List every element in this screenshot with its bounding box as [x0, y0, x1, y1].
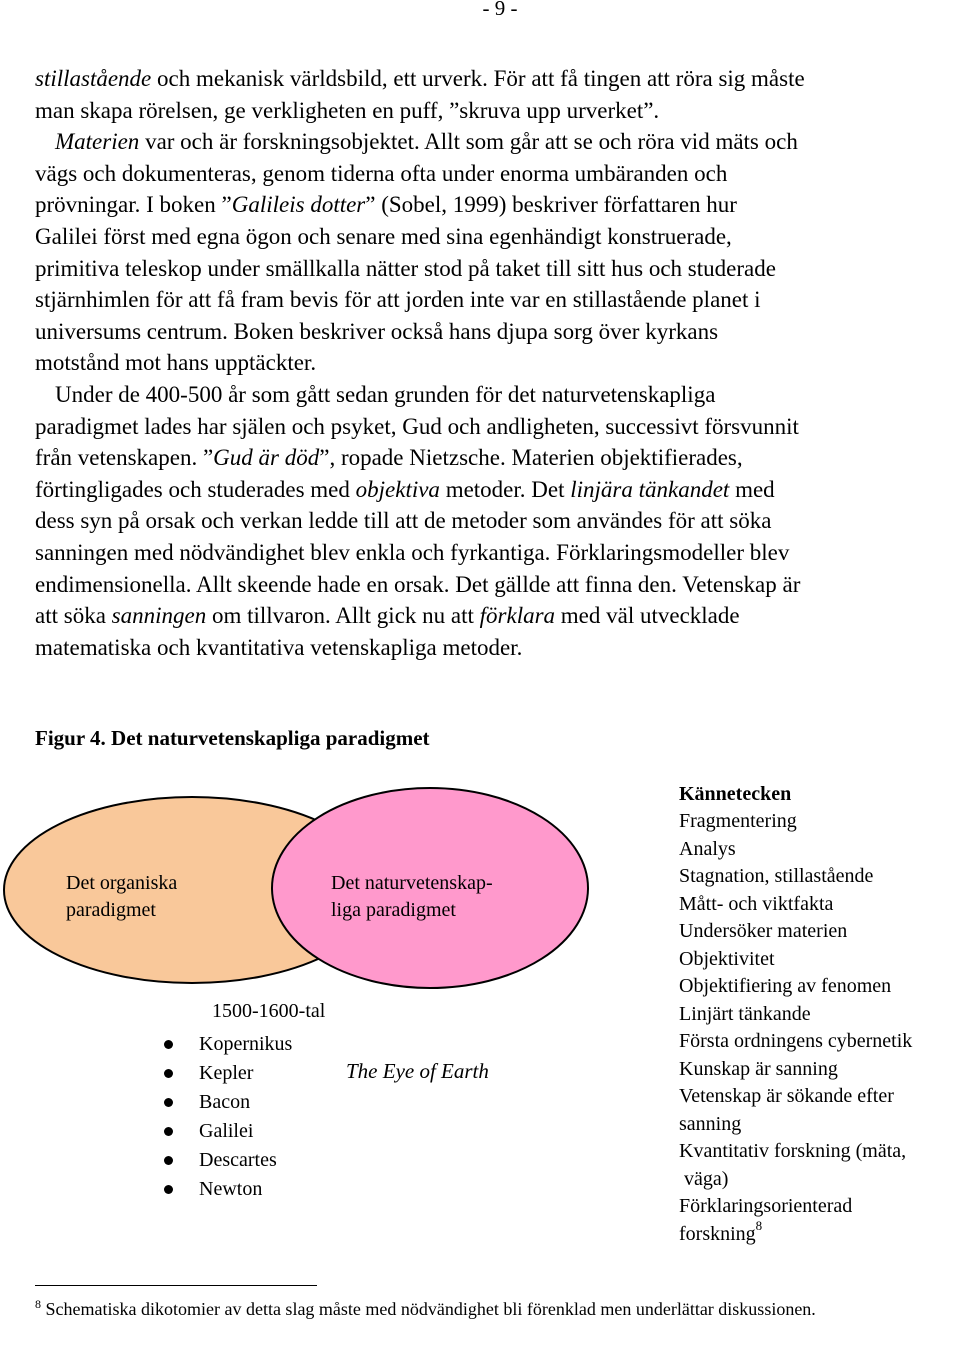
trait-item: Förklaringsorienterad — [679, 1195, 853, 1217]
footnote-divider — [35, 1285, 317, 1286]
trait-item: Linjärt tänkande — [679, 1002, 811, 1025]
bullet-icon — [164, 1098, 173, 1107]
trait-item: Stagnation, stillastående — [679, 865, 874, 887]
traits-heading: Kännetecken — [679, 783, 792, 805]
text-line: motstånd mot hans upptäckter. — [35, 350, 317, 376]
footnote-reference[interactable]: 8 — [755, 1217, 763, 1233]
text-line: matematiska och kvantitativa vetenskapliga metoder. — [35, 634, 523, 660]
text-line: universums centrum. Boken beskriver också hans djupa sorg över kyrkans — [35, 318, 719, 344]
trait-item: forskning$^8$ — [679, 1217, 763, 1245]
footnote-text: Schematiska dikotomier av detta slag måste med nödvändighet bli förenklad men underlättar diskussionen. — [41, 1299, 816, 1319]
list-item: Newton — [164, 1175, 292, 1204]
body-text — [35, 63, 960, 663]
trait-item: Fragmentering — [679, 810, 797, 832]
trait-item: Kvantitativ forskning (mäta, — [679, 1140, 907, 1162]
trait-item: Mått- och viktfakta — [679, 892, 834, 915]
figure-caption: Figur 4. Det naturvetenskapliga paradigmet — [35, 726, 430, 750]
trait-item: Objektifiering av fenomen — [679, 975, 892, 997]
trait-item: Analys — [679, 837, 736, 860]
text-line: dess syn på orsak och verkan ledde till att de metoder som användes för att söka — [35, 508, 772, 534]
text-line: paradigmet lades har själen och psyket, Gud och andligheten, successivt försvunnit — [35, 413, 799, 439]
traits-list — [679, 781, 959, 1248]
text-line: att söka sanningen om tillvaron. Allt gick nu att förklara med väl utvecklade — [35, 603, 740, 629]
bullet-icon — [164, 1185, 173, 1194]
text-line: förtingligades och studerades med objektiva metoder. Det linjära tänkandet med — [35, 476, 775, 502]
footnote-mark: 8 — [35, 1297, 41, 1311]
text-line: stillastående och mekanisk världsbild, ett urverk. För att få tingen att röra sig måste — [35, 66, 805, 91]
page-number: - 9 - — [482, 0, 518, 20]
text-line: man skapa rörelsen, ge verkligheten en puff, ”skruva upp urverket”. — [35, 97, 660, 123]
bullet-icon — [164, 1156, 173, 1165]
list-item: Galilei — [164, 1117, 292, 1146]
list-item: Bacon — [164, 1088, 292, 1117]
text-line: primitiva teleskop under smällkalla nätter stod på taket till sitt hus och studerade — [35, 255, 776, 281]
text-line: endimensionella. Allt skeende hade en orsak. Det gällde att finna den. Vetenskap är — [35, 571, 801, 597]
trait-item: Kunskap är sanning — [679, 1057, 838, 1080]
text-line: stjärnhimlen för att få fram bevis för att jorden inte var en stillastående planet i — [35, 287, 761, 313]
trait-item: väga) — [679, 1167, 729, 1190]
text-line: Under de 400-500 år som gått sedan grunden för det naturvetenskapliga — [55, 381, 716, 407]
text-line: sanningen med nödvändighet blev enkla och fyrkantiga. Förklaringsmodeller blev — [35, 539, 790, 565]
footnote — [35, 1297, 935, 1321]
scientist-list — [164, 1030, 292, 1204]
text-line: prövningar. I boken ”Galileis dotter” (Sobel, 1999) beskriver författaren hur — [35, 192, 737, 218]
eye-of-earth-label: The Eye of Earth — [346, 1059, 489, 1083]
list-item: Descartes — [164, 1146, 292, 1175]
list-item: Kopernikus — [164, 1030, 292, 1059]
organic-paradigm-label: Det organiska paradigmet — [66, 872, 178, 921]
era-heading: 1500-1600-tal — [212, 1000, 326, 1022]
list-item: Kepler — [164, 1059, 292, 1088]
trait-item: Undersöker materien — [679, 920, 848, 942]
text-line: från vetenskapen. ”Gud är död”, ropade Nietzsche. Materien objektifierades, — [35, 445, 743, 471]
trait-item: Objektivitet — [679, 947, 775, 970]
trait-item: Vetenskap är sökande efter — [679, 1085, 894, 1107]
bullet-icon — [164, 1127, 173, 1136]
bullet-icon — [164, 1040, 173, 1049]
trait-item: sanning — [679, 1112, 742, 1135]
bullet-icon — [164, 1069, 173, 1078]
text-line: vägs och dokumenteras, genom tiderna ofta under enorma umbäranden och — [35, 160, 728, 186]
trait-item: Första ordningens cybernetik — [679, 1030, 913, 1052]
text-line: Galilei först med egna ögon och senare med sina egenhändigt konstruerade, — [35, 223, 732, 249]
text-line: Materien var och är forskningsobjektet. Allt som går att se och röra vid mäts och — [55, 129, 798, 155]
natural-paradigm-label: Det naturvetenskap- liga paradigmet — [331, 872, 493, 921]
